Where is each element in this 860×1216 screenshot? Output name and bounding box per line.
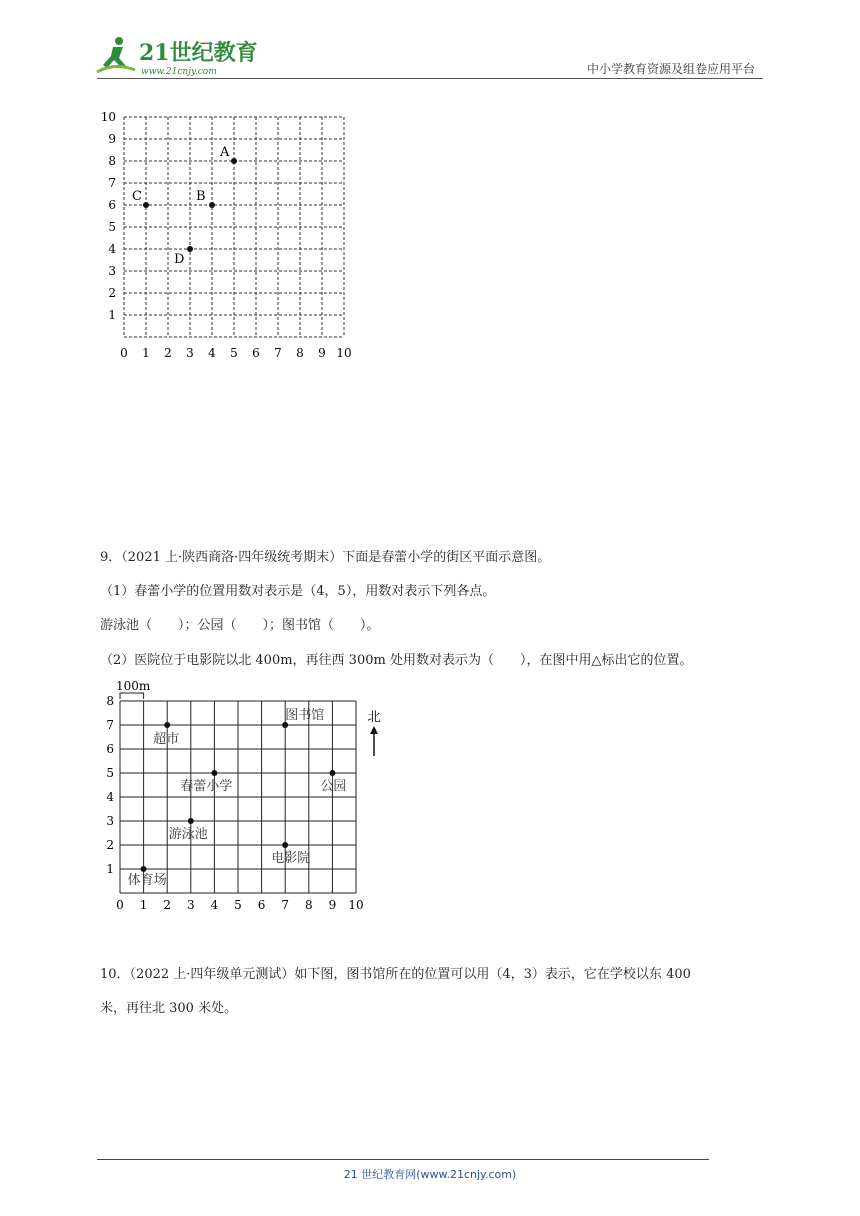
map-point: [282, 842, 288, 848]
x-tick-label: 10: [348, 898, 364, 912]
map-point-label: 体育场: [127, 873, 167, 888]
y-tick-label: 6: [108, 198, 116, 212]
north-arrow-icon: [370, 726, 378, 734]
point-b: [209, 202, 215, 208]
x-tick-label: 7: [281, 898, 290, 912]
point-d: [187, 246, 193, 252]
x-tick-label: 8: [296, 346, 304, 360]
point-label-c: C: [132, 189, 142, 204]
logo-url: www.21cnjy.com: [141, 67, 217, 77]
point-label-a: A: [220, 145, 230, 160]
header-divider: [97, 78, 763, 79]
x-tick-label: 4: [208, 346, 216, 360]
y-tick-label: 5: [108, 220, 116, 234]
y-tick-label: 8: [106, 694, 114, 708]
map-point-label: 公园: [320, 779, 347, 794]
map-point-label: 图书馆: [285, 708, 325, 723]
north-label: 北: [367, 710, 381, 725]
y-tick-label: 2: [106, 838, 114, 852]
q10-line2: 米，再往北 300 米处。: [100, 1001, 238, 1016]
map-point: [141, 866, 147, 872]
map-point: [211, 770, 217, 776]
map-point-label: 春蕾小学: [180, 779, 233, 794]
header-platform-text: 中小学教育资源及组卷应用平台: [586, 62, 755, 76]
x-tick-label: 1: [139, 898, 148, 912]
point-label-b: B: [196, 189, 206, 204]
y-tick-label: 8: [108, 154, 116, 168]
map-point-label: 游泳池: [168, 827, 208, 842]
x-tick-label: 8: [304, 898, 313, 912]
footer-text: 21 世纪教育网(www.21cnjy.com): [343, 1168, 517, 1181]
map-point: [188, 818, 194, 824]
runner-logo-icon: [97, 37, 135, 72]
point-a: [231, 158, 237, 164]
x-tick-label: 10: [336, 346, 352, 360]
x-tick-label: 5: [234, 898, 242, 912]
y-tick-label: 4: [108, 242, 116, 256]
y-tick-label: 2: [108, 286, 116, 300]
y-tick-label: 1: [106, 862, 114, 876]
y-tick-label: 7: [106, 718, 114, 732]
x-tick-label: 0: [120, 346, 128, 360]
point-label-d: D: [174, 252, 185, 267]
y-tick-label: 5: [106, 766, 114, 780]
x-tick-label: 5: [230, 346, 238, 360]
x-tick-label: 6: [252, 346, 260, 360]
point-c: [143, 202, 149, 208]
street-map-grid: [100, 672, 400, 917]
x-tick-label: 3: [186, 346, 194, 360]
map-point: [329, 770, 335, 776]
x-tick-label: 0: [116, 898, 124, 912]
y-tick-label: 4: [106, 790, 114, 804]
x-tick-label: 2: [163, 898, 172, 912]
q9-part2: （2）医院位于电影院以北 400m，再往西 300m 处用数对表示为（ ），在图中用△标出它的位置。: [100, 653, 693, 668]
y-tick-label: 10: [100, 110, 116, 124]
y-tick-label: 9: [108, 132, 116, 146]
x-tick-label: 4: [210, 898, 219, 912]
x-tick-label: 9: [318, 346, 326, 360]
q9-part1: （1）春蕾小学的位置用数对表示是（4，5），用数对表示下列各点。: [100, 584, 496, 599]
q9-title: 9．（2021 上·陕西商洛·四年级统考期末）下面是春蕾小学的街区平面示意图。: [100, 550, 551, 565]
footer-divider: [97, 1159, 709, 1160]
site-logo: [95, 34, 265, 78]
x-tick-label: 7: [274, 346, 282, 360]
q9-part1-blanks: 游泳池（ ）；公园（ ）；图书馆（ ）。: [100, 618, 380, 633]
q10-line1: 10．（2022 上·四年级单元测试）如下图，图书馆所在的位置可以用（4，3）表示，它在学校以东 400: [100, 967, 691, 982]
y-tick-label: 3: [108, 264, 116, 278]
x-tick-label: 2: [164, 346, 172, 360]
x-tick-label: 3: [186, 898, 195, 912]
y-tick-label: 3: [106, 814, 114, 828]
y-tick-label: 7: [108, 176, 116, 190]
coordinate-grid-1: [100, 105, 360, 365]
map-point: [164, 722, 170, 728]
x-tick-label: 9: [328, 898, 337, 912]
y-tick-label: 6: [106, 742, 114, 756]
x-tick-label: 6: [257, 898, 266, 912]
map-point-label: 超市: [153, 732, 180, 747]
scale-bracket: [120, 693, 144, 699]
map-point-label: 电影院: [271, 851, 311, 866]
logo-text: 21世纪教育: [139, 40, 258, 66]
y-tick-label: 1: [108, 308, 116, 322]
scale-label: 100m: [116, 679, 151, 693]
x-tick-label: 1: [142, 346, 150, 360]
